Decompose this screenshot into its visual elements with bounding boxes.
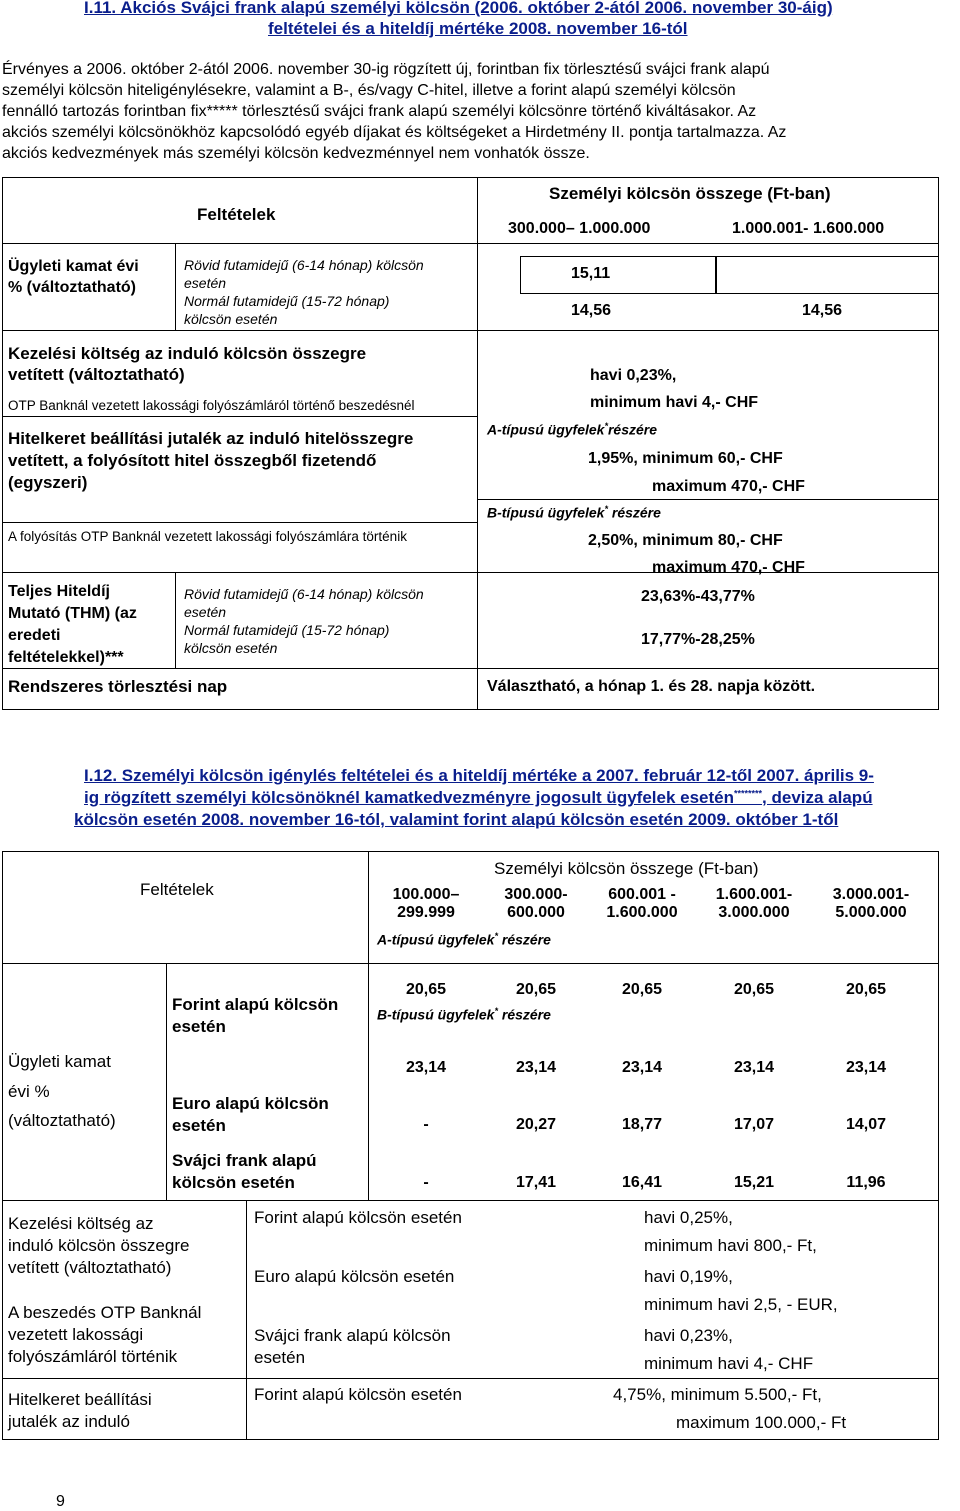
rate-cell: 20,27: [515, 1116, 557, 1133]
section-title-2-line2: ig rögzített személyi kölcsönöknél kamatkedvezményre jogosult ügyfelek esetén********, deviza alapú: [84, 788, 873, 807]
fee-row-maximum: maximum 100.000,- Ft: [676, 1413, 847, 1432]
rate-box: [716, 256, 939, 294]
commission-label: vetített, a folyósított hitel összegből fizetendő: [8, 451, 377, 470]
intro-line: akciós kedvezmények más személyi kölcsön kedvezménnyel nem vonhatók össze.: [2, 145, 590, 162]
b-type-max: maximum 470,- CHF: [652, 559, 805, 576]
fee-label: vetített (változtatható): [8, 1258, 172, 1277]
apr-short-term-label: esetén: [184, 604, 227, 620]
rate-cell: -: [423, 1174, 429, 1191]
table-divider: [2, 522, 477, 523]
collection-note: A beszedés OTP Banknál: [8, 1303, 202, 1322]
table-divider: [2, 416, 477, 417]
disbursement-note: A folyósítás OTP Banknál vezetett lakossági folyószámlára történik: [8, 529, 407, 544]
table-divider: [2, 1200, 939, 1201]
collection-note: vezetett lakossági: [8, 1325, 144, 1344]
b-type-value: 2,50%, minimum 80,- CHF: [588, 532, 783, 549]
rate-short-value: 15,11: [571, 265, 611, 282]
rate-normal-value-2: 14,56: [802, 302, 843, 319]
fee-row-minimum: minimum havi 2,5, - EUR,: [644, 1295, 838, 1314]
rate-cell: 23,14: [405, 1059, 447, 1076]
chf-loan-label: kölcsön esetén: [172, 1173, 295, 1192]
amount-range: 100.000– 299.999: [392, 886, 460, 921]
fee-label: vetített (változtatható): [8, 365, 185, 384]
a-type-client-label: A-típusú ügyfelek* részére: [377, 931, 551, 948]
normal-term-label: kölcsön esetén: [184, 311, 278, 327]
normal-term-label: Normál futamidejű (15-72 hónap): [184, 293, 390, 309]
short-term-label: esetén: [184, 275, 227, 291]
section-title-1-line2: feltételei és a hiteldíj mértéke 2008. november 16-tól: [268, 19, 688, 38]
table-divider: [2, 668, 939, 669]
commission-label: Hitelkeret beállítási: [8, 1390, 152, 1409]
apr-normal-value: 17,77%-28,25%: [641, 631, 755, 648]
fee-row-value: 4,75%, minimum 5.500,- Ft,: [613, 1385, 822, 1404]
table-divider: [246, 1200, 247, 1440]
rate-cell: 11,96: [846, 1174, 886, 1191]
amount-range: 300.000- 600.000: [504, 886, 568, 921]
short-term-label: Rövid futamidejű (6-14 hónap) kölcsön: [184, 257, 424, 273]
apr-normal-term-label: Normál futamidejű (15-72 hónap): [184, 622, 390, 638]
fee-row-label: esetén: [254, 1348, 306, 1367]
conditions-header: Feltételek: [197, 205, 276, 224]
fee-label: Kezelési költség az induló kölcsön összegre: [8, 344, 367, 363]
section-title-2-line3: kölcsön esetén 2008. november 16-tól, valamint forint alapú kölcsön esetén 2009. október 1-től: [74, 810, 839, 829]
rate-cell: 23,14: [515, 1059, 557, 1076]
table-divider: [175, 572, 176, 668]
fee-row-minimum: minimum havi 4,- CHF: [644, 1354, 814, 1373]
interest-label: évi %: [8, 1082, 50, 1101]
table-divider: [2, 1378, 939, 1379]
rate-box: [520, 256, 716, 294]
amount-range-1: 300.000– 1.000.000: [508, 220, 651, 237]
forint-loan-label: Forint alapú kölcsön: [172, 995, 339, 1014]
a-type-value: 1,95%, minimum 60,- CHF: [588, 450, 783, 467]
repayment-day-label: Rendszeres törlesztési nap: [8, 677, 228, 696]
table-divider: [175, 243, 176, 330]
euro-loan-label: esetén: [172, 1116, 226, 1135]
amount-range: 3.000.001- 5.000.000: [832, 886, 910, 921]
repayment-day-value: Választható, a hónap 1. és 28. napja között.: [487, 678, 816, 695]
amount-range: 600.001 - 1.600.000: [606, 886, 678, 921]
fee-row-label: Euro alapú kölcsön esetén: [254, 1267, 455, 1286]
a-type-max: maximum 470,- CHF: [652, 478, 805, 495]
intro-line: Érvényes a 2006. október 2-ától 2006. november 30-ig rögzített új, forintban fix törlesztésű svájci frank alapú: [2, 61, 770, 78]
a-type-client-label: A-típusú ügyfelek*részére: [487, 421, 658, 438]
rate-cell: 14,07: [845, 1116, 887, 1133]
apr-label: Mutató (THM) (az: [8, 605, 137, 622]
rate-cell: 23,14: [733, 1059, 775, 1076]
rate-cell: -: [423, 1116, 429, 1133]
apr-label: eredeti: [8, 627, 61, 644]
forint-loan-label: esetén: [172, 1017, 226, 1036]
table-divider: [2, 243, 939, 244]
commission-label: (egyszeri): [8, 473, 88, 492]
rate-cell: 18,77: [621, 1116, 663, 1133]
intro-line: akciós személyi kölcsönökhöz kapcsolódó egyéb díjakat és költségeket a Hirdetmény II. pontja tartalmazza. Az: [2, 124, 787, 141]
apr-normal-term-label: kölcsön esetén: [184, 640, 278, 656]
rate-cell: 23,14: [621, 1059, 663, 1076]
commission-label: Hitelkeret beállítási jutalék az induló hitelösszegre: [8, 429, 414, 448]
fee-row-label: Forint alapú kölcsön esetén: [254, 1385, 462, 1404]
rate-cell: 23,14: [845, 1059, 887, 1076]
rate-cell: 17,41: [515, 1174, 557, 1191]
conditions-header: Feltételek: [140, 880, 214, 899]
amount-range: 1.600.001- 3.000.000: [715, 886, 793, 921]
amount-range-2: 1.000.001- 1.600.000: [732, 220, 885, 237]
table-divider: [2, 330, 939, 331]
b-type-client-label: B-típusú ügyfelek* részére: [487, 504, 661, 521]
rate-cell: 20,65: [405, 981, 447, 998]
rate-normal-value-1: 14,56: [571, 302, 612, 319]
intro-line: személyi kölcsön hiteligénylésekre, valamint a B-, és/vagy C-hitel, illetve a forint alapú személyi kölcsön: [2, 82, 736, 99]
section-title-2: I.12. Személyi kölcsön igénylés feltételei és a hiteldíj mértéke a 2007. február 12-től 2007. április 9-: [84, 766, 874, 785]
chf-loan-label: Svájci frank alapú: [172, 1151, 317, 1170]
table-divider: [477, 499, 939, 500]
table-divider: [477, 177, 478, 243]
rate-cell: 17,07: [733, 1116, 775, 1133]
rate-cell: 20,65: [621, 981, 663, 998]
page-number: 9: [56, 1493, 65, 1510]
rate-cell: 20,65: [733, 981, 775, 998]
interest-label: Ügyleti kamat évi: [8, 258, 139, 275]
section-title-1: I.11. Akciós Svájci frank alapú személyi kölcsön (2006. október 2-ától 2006. november 30-áig): [84, 0, 833, 17]
fee-label: induló kölcsön összegre: [8, 1236, 190, 1255]
fee-minimum: minimum havi 4,- CHF: [590, 394, 759, 411]
commission-label: jutalék az induló: [8, 1412, 130, 1431]
apr-short-term-label: Rövid futamidejű (6-14 hónap) kölcsön: [184, 586, 424, 602]
fee-row-label: Forint alapú kölcsön esetén: [254, 1208, 462, 1227]
interest-label: Ügyleti kamat: [8, 1052, 111, 1071]
table-divider: [2, 963, 939, 964]
intro-line: fennálló tartozás forintban fix***** törlesztésű svájci frank alapú személyi kölcsönre történő kiváltásakor. Az: [2, 103, 757, 120]
table-divider: [166, 963, 167, 1200]
fee-row-value: havi 0,19%,: [644, 1267, 733, 1286]
apr-short-value: 23,63%-43,77%: [641, 588, 755, 605]
table-divider: [368, 851, 369, 1200]
fee-value: havi 0,23%,: [590, 367, 677, 384]
rate-cell: 20,65: [845, 981, 887, 998]
amount-header: Személyi kölcsön összege (Ft-ban): [549, 184, 831, 203]
rate-cell: 16,41: [621, 1174, 663, 1191]
interest-label: (változtatható): [8, 1111, 116, 1130]
amount-header: Személyi kölcsön összege (Ft-ban): [494, 859, 759, 878]
fee-label: Kezelési költség az: [8, 1214, 154, 1233]
euro-loan-label: Euro alapú kölcsön: [172, 1094, 329, 1113]
collection-note: folyószámláról történik: [8, 1347, 178, 1366]
interest-label: % (változtatható): [8, 279, 136, 296]
fee-row-value: havi 0,23%,: [644, 1326, 733, 1345]
apr-label: feltételekkel)***: [8, 649, 124, 666]
b-type-client-label: B-típusú ügyfelek* részére: [377, 1006, 551, 1023]
fee-row-label: Svájci frank alapú kölcsön: [254, 1326, 451, 1345]
otp-debit-note: OTP Banknál vezetett lakossági folyószámláról történő beszedésnél: [8, 398, 415, 413]
rate-cell: 15,21: [733, 1174, 775, 1191]
fee-row-minimum: minimum havi 800,- Ft,: [644, 1236, 817, 1255]
table-divider: [477, 243, 478, 709]
fee-row-value: havi 0,25%,: [644, 1208, 733, 1227]
rate-cell: 20,65: [515, 981, 557, 998]
apr-label: Teljes Hiteldíj: [8, 583, 110, 600]
